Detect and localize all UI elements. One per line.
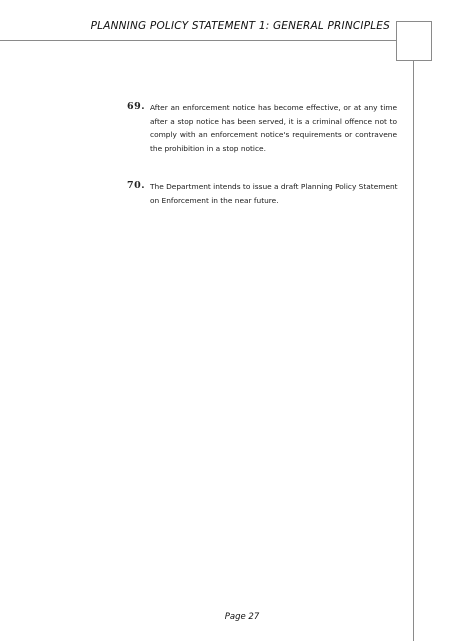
header-rule xyxy=(0,40,397,41)
paragraph-number: 69. xyxy=(127,101,146,112)
paragraph-text xyxy=(150,180,397,207)
paragraph-line: after a stop notice has been served, it is a criminal offence not to xyxy=(150,116,397,126)
paragraph-line: After an enforcement notice has become effective, or at any time xyxy=(150,103,397,112)
paragraph-line: The Department intends to issue a draft Planning Policy Statement xyxy=(150,182,398,191)
paragraph-text xyxy=(150,101,397,155)
paragraph-line: on Enforcement in the near future. xyxy=(150,195,279,205)
paragraph-69 xyxy=(127,101,397,155)
running-header: PLANNING POLICY STATEMENT 1: GENERAL PRINCIPLES xyxy=(90,20,390,32)
paragraph-number: 70. xyxy=(127,180,146,191)
paragraph-line: comply with an enforcement notice's requirements or contravene xyxy=(150,130,397,140)
paragraph-line: the prohibition in a stop notice. xyxy=(150,143,266,153)
right-margin-rule xyxy=(413,60,414,641)
page-number: Page 27 xyxy=(224,612,260,622)
page-footer xyxy=(0,612,454,622)
header-corner-box xyxy=(396,21,432,61)
paragraph-70 xyxy=(127,180,397,207)
